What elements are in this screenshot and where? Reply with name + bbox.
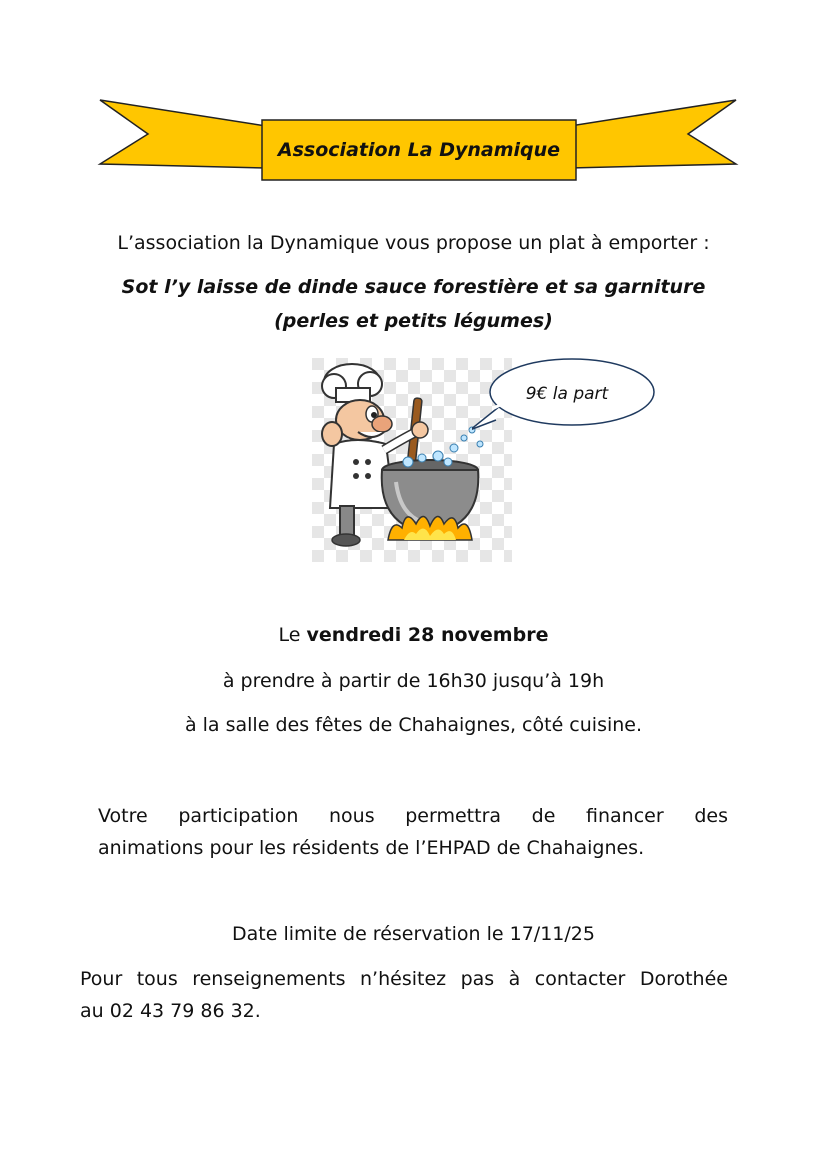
contact-line2: au 02 43 79 86 32. bbox=[80, 1000, 261, 1022]
contact-line1: Pour tous renseignements n’hésitez pas à contacter Dorothée bbox=[80, 968, 728, 990]
event-date-bold: vendredi 28 novembre bbox=[306, 624, 549, 646]
banner-title: Association La Dynamique bbox=[277, 139, 561, 161]
participation-paragraph bbox=[98, 800, 728, 864]
event-date bbox=[0, 624, 827, 646]
event-time: à prendre à partir de 16h30 jusqu’à 19h bbox=[222, 670, 605, 692]
participation-line1: Votre participation nous permettra de financer des bbox=[98, 805, 728, 827]
contact-paragraph bbox=[80, 963, 728, 1027]
reservation-deadline: Date limite de réservation le 17/11/25 bbox=[232, 923, 595, 945]
dish-title-line1: Sot l’y laisse de dinde sauce forestière et sa garniture bbox=[121, 276, 706, 298]
intro-text: L’association la Dynamique vous propose un plat à emporter : bbox=[117, 232, 710, 254]
participation-line2: animations pour les résidents de l’EHPAD de Chahaignes. bbox=[98, 837, 645, 859]
dish-title-line2: (perles et petits légumes) bbox=[274, 310, 553, 332]
event-date-prefix: Le bbox=[278, 624, 301, 646]
price-text: 9€ la part bbox=[525, 384, 609, 404]
event-place: à la salle des fêtes de Chahaignes, côté cuisine. bbox=[184, 714, 643, 736]
